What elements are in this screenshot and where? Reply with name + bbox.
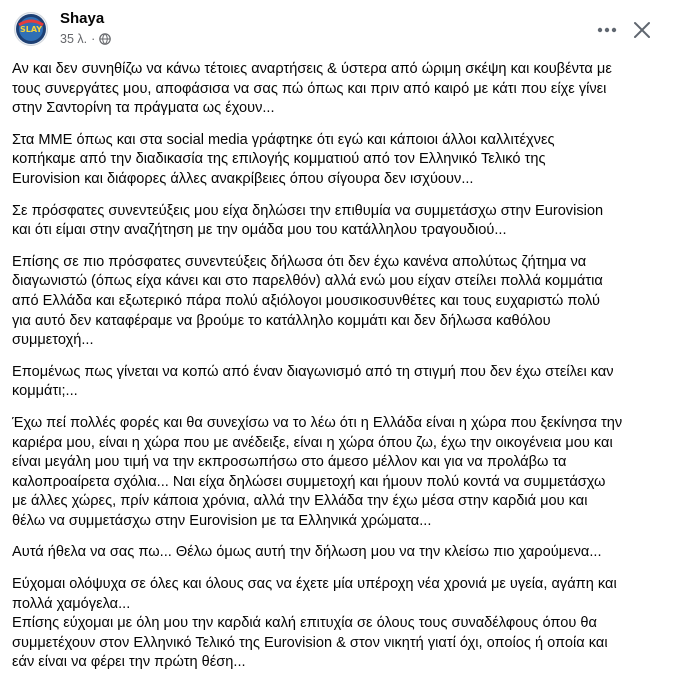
more-horizontal-icon: [597, 27, 617, 33]
globe-icon: [99, 33, 111, 45]
post-paragraph: Αν και δεν συνηθίζω να κάνω τέτοιες αναρτήσεις & ύστερα από ώριμη σκέψη και κουβέντα με τους συνεργάτες μου, αποφάσισα να σας πώ όπως και πριν από καιρό με κάτι που είχε γίνει στην Σαντορίνη τα πράγματα ως έχουν...: [12, 61, 612, 117]
close-button[interactable]: [626, 14, 658, 46]
post-paragraph: Αυτά ήθελα να σας πω... Θέλω όμως αυτή την δήλωση μου να την κλείσω πιο χαρούμενα...: [12, 544, 602, 561]
post-header: [0, 0, 676, 56]
post-paragraph: Έχω πεί πολλές φορές και θα συνεχίσω να το λέω ότι η Ελλάδα είναι η χώρα που ξεκίνησα την καριέρα μου, είναι η χώρα που με ανέδειξε, είναι η χώρα όπου ζω, έχω την οικογένεια μου και είναι μεγάλη μου τιμή να την εκπροσωπήσω στο άμεσο μέλλον και για να προλάβω τα καλοπροαίρετα σχόλια... Ναι είχα δηλώσει συμμετοχή και ήμουν πολύ κοντά να συμμετάσχω με άλλες χώρες, πρίν κάποια χρόνια, αλλά την Ελλάδα την έχω μέσα στην καρδιά μου και θέλω να συμμετάσχω στην Eurovision με τα Ελληνικά χρώματα...: [12, 414, 623, 529]
post-paragraph: Επομένως πως γίνεται να κοπώ από έναν διαγωνισμό από τη στιγμή που δεν έχω στείλει καν κομμάτι;...: [12, 363, 614, 400]
post-paragraph: Επίσης σε πιο πρόσφατες συνεντεύξεις δήλωσα ότι δεν έχω κανένα απολύτως ζήτημα να διαγωνιστώ (όπως είχα κάνει και στο παρελθόν) αλλά ενώ μου είχαν στείλει πολλά κομμάτια από Ελλάδα και εξωτερικό πάρα πολύ αξιόλογοι μουσικοσυνθέτες και τους ευχαριστώ πολύ για αυτό δεν καταφέραμε να βρούμε το κατάλληλο κομμάτι και δεν δήλωσα καθόλου συμμετοχή...: [12, 253, 603, 349]
svg-text:SLAY: SLAY: [19, 25, 43, 34]
more-options-button[interactable]: [590, 18, 624, 42]
author-name[interactable]: Shaya: [60, 10, 105, 27]
post-paragraph: Σε πρόσφατες συνεντεύξεις μου είχα δηλώσει την επιθυμία να συμμετάσχω στην Eurovision και ότι είμαι στην αναζήτηση με την ομάδα μου του κατάλληλου τραγουδιού...: [12, 202, 604, 239]
post-paragraph: Στα ΜΜΕ όπως και στα social media γράφτηκε ότι εγώ και κάποιοι άλλοι καλλιτέχνες κοπήκαμε από την διαδικασία της επιλογής κομματιού από τον Ελληνικό Τελικό της Eurovision και διάφορες άλλες ανακρίβειες όπου σίγουρα δεν ισχύουν...: [12, 131, 555, 187]
post-paragraph: Επίσης εύχομαι με όλη μου την καρδιά καλή επιτυχία σε όλους τους συναδέλφους όπου θα συμμετέχουν στον Ελληνικό Τελικό της Eurovision & στον νικητή γιατί όχι, οποίος ή οποία και εάν είναι να φέρει την πρώτη θέση...: [12, 615, 608, 671]
avatar[interactable]: [14, 12, 48, 46]
post-timestamp[interactable]: 35 λ.: [60, 32, 88, 46]
avatar-logo-icon: [15, 13, 47, 45]
meta-separator: ·: [91, 32, 96, 46]
post-meta: [60, 32, 111, 46]
post-paragraph: Εύχομαι ολόψυχα σε όλες και όλους σας να έχετε μία υπέροχη νέα χρονιά με υγεία, αγάπη και πολλά χαμόγελα...: [12, 576, 617, 612]
close-icon: [633, 21, 651, 39]
post-body: [12, 60, 664, 685]
